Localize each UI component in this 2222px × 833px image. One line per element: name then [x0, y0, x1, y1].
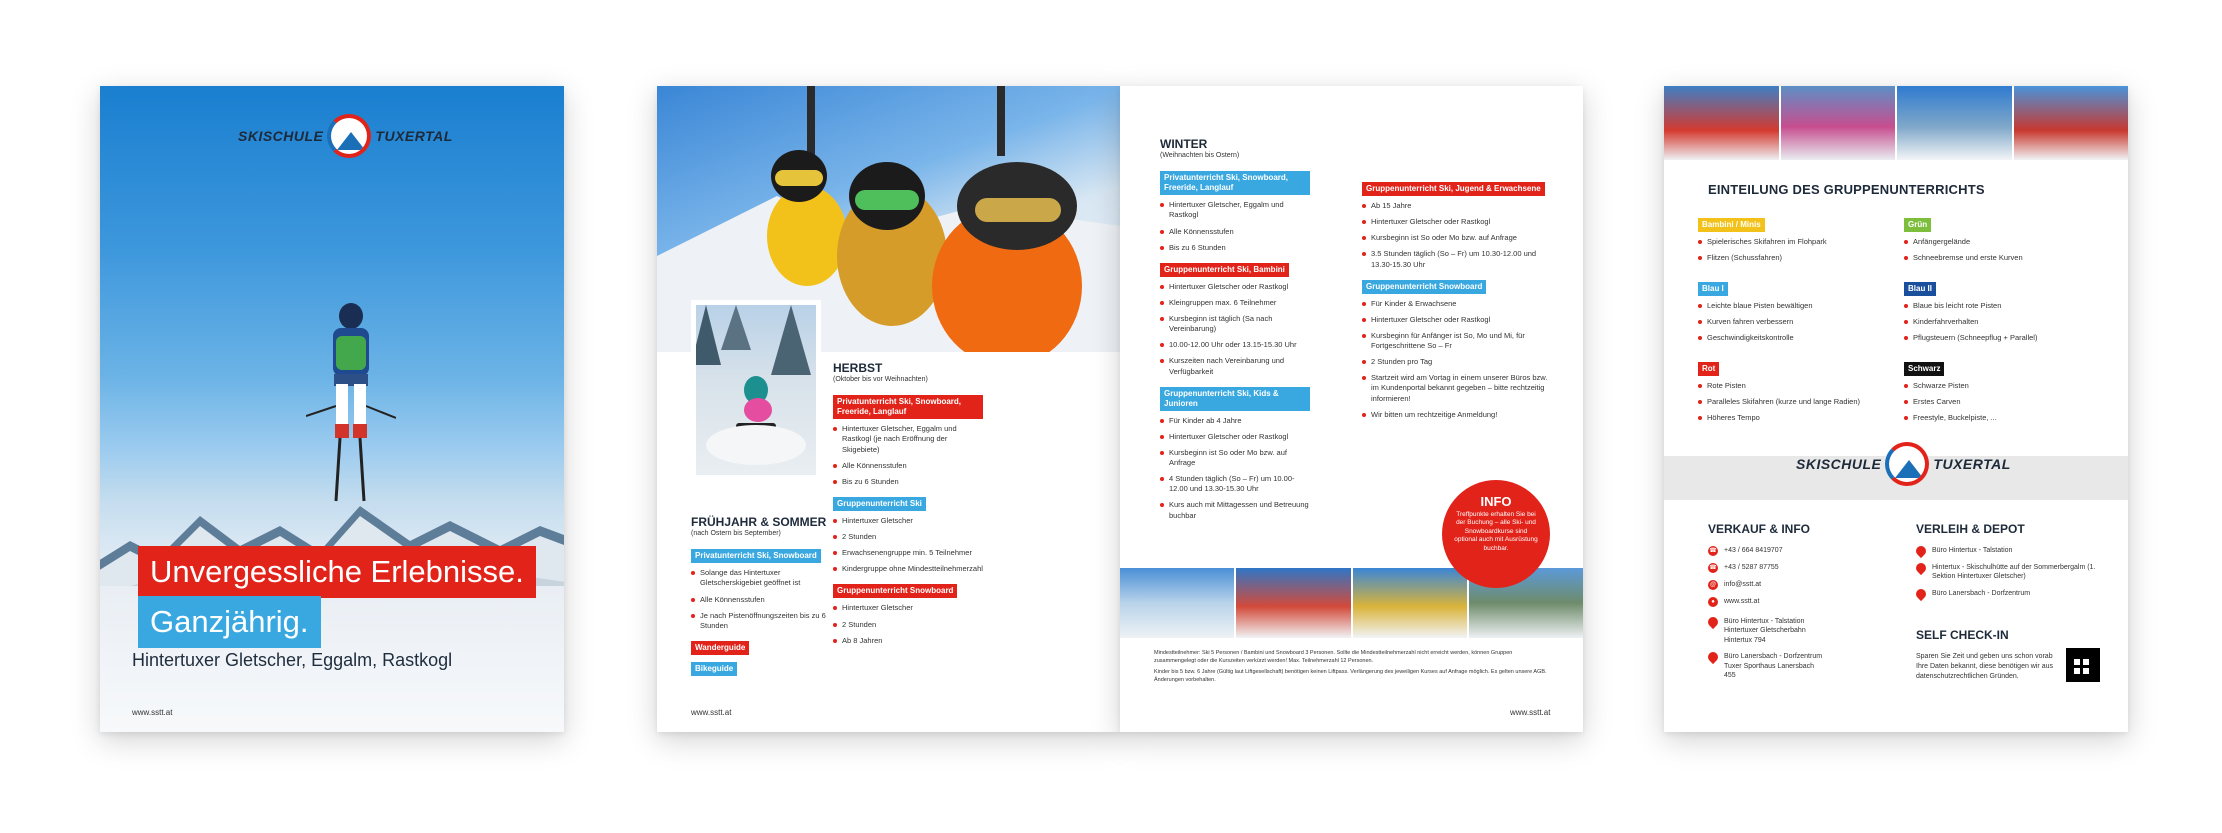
phone-1[interactable]	[1708, 546, 1888, 556]
email-text: info@sstt.at	[1724, 581, 1762, 588]
self-checkin-section	[1916, 628, 2056, 681]
list-item: 2 Stunden	[833, 532, 983, 542]
level-bambini	[1698, 214, 1898, 269]
depot-text: Büro Hintertux - Talstation	[1932, 547, 2013, 554]
fruehjahr-section	[691, 516, 831, 679]
brand-text-right: TUXERTAL	[375, 128, 453, 144]
list-item: Kindergruppe ohne Mindestteilnehmerzahl	[833, 564, 983, 574]
ski-school-logo-icon	[1885, 442, 1929, 486]
list-item: Erstes Carven	[1904, 397, 2104, 407]
list-item: Anfängergelände	[1904, 237, 2104, 247]
list-item: Hintertuxer Gletscher, Eggalm und Rastkogl	[1160, 200, 1310, 220]
cover-headline: Unvergessliche Erlebnisse.	[138, 546, 536, 598]
herbst-period: (Oktober bis vor Weihnachten)	[833, 376, 928, 384]
list-item: Hintertuxer Gletscher oder Rastkogl	[1160, 282, 1310, 292]
skier-photo-1	[1120, 568, 1234, 638]
winter-title: WINTER	[1160, 137, 1208, 151]
level-tag: Grün	[1904, 218, 1931, 232]
winter-bambini-list	[1160, 282, 1310, 377]
winter-private-tag: Privatunterricht Ski, Snowboard, Freeride, Langlauf	[1160, 171, 1310, 195]
landscape-photo	[1897, 86, 2012, 160]
location-pin-icon	[1914, 587, 1928, 601]
level-schwarz	[1904, 358, 2104, 429]
level-tag: Rot	[1698, 362, 1719, 376]
herbst-group-snowboard-tag: Gruppenunterricht Snowboard	[833, 584, 957, 598]
group-ski-photo	[1781, 86, 1896, 160]
depot-item	[1916, 589, 2096, 599]
snowboarder-forest-photo	[691, 300, 821, 480]
list-item: Wir bitten um rechtzeitige Anmeldung!	[1362, 410, 1552, 420]
skier-jumping-image	[306, 296, 396, 506]
verkauf-title: VERKAUF & INFO	[1708, 522, 1810, 536]
depot-text: Hintertux - Skischulhütte auf der Sommerbergalm (1. Sektion Hintertuxer Gletscher)	[1932, 564, 2096, 581]
herbst-group-ski-list	[833, 516, 983, 575]
snowboarder-photo	[1353, 568, 1467, 638]
list-item: Spielerisches Skifahren im Flohpark	[1698, 237, 1898, 247]
location-pin-icon	[1706, 650, 1720, 664]
verleih-depot-section	[1916, 522, 2096, 606]
list-item: Hintertuxer Gletscher	[833, 516, 983, 526]
list-item: Für Kinder & Erwachsene	[1362, 299, 1552, 309]
cover-subline: Hintertuxer Gletscher, Eggalm, Rastkogl	[132, 650, 453, 670]
list-item: Kursbeginn für Anfänger ist So, Mo und Mi, für Fortgeschrittene So – Fr	[1362, 331, 1552, 351]
list-item: Solange das Hintertuxer Gletscherskigebiet geöffnet ist	[691, 568, 831, 588]
info-title: INFO	[1480, 494, 1512, 509]
herbst-title: HERBST	[833, 361, 883, 375]
list-item: Pflugsteuern (Schneepflug + Parallel)	[1904, 333, 2104, 343]
list-item: 3.5 Stunden täglich (So – Fr) um 10.30-12.00 und 13.30-15.30 Uhr	[1362, 249, 1552, 269]
ski-school-logo-icon	[327, 114, 371, 158]
spread-left-url: www.sstt.at	[691, 708, 732, 717]
list-item: Kinderfahrverhalten	[1904, 317, 2104, 327]
winter-jugend-tag: Gruppenunterricht Ski, Jugend & Erwachsene	[1362, 182, 1545, 196]
kids-photo	[1236, 568, 1350, 638]
checkin-title: SELF CHECK-IN	[1916, 628, 2009, 642]
list-item: Geschwindigkeitskontrolle	[1698, 333, 1898, 343]
phone-icon: ☎	[1709, 565, 1717, 571]
brand-logo	[238, 114, 453, 158]
back-photo-strip	[1664, 86, 2128, 160]
winter-period: (Weihnachten bis Ostern)	[1160, 152, 1240, 160]
list-item: Hintertuxer Gletscher oder Rastkogl	[1362, 315, 1552, 325]
spread-right-page	[1120, 86, 1583, 732]
list-item: Paralleles Skifahren (kurze und lange Radien)	[1698, 397, 1898, 407]
fruehjahr-period: (nach Ostern bis September)	[691, 530, 781, 538]
list-item: Kleingruppen max. 6 Teilnehmer	[1160, 298, 1310, 308]
verleih-title: VERLEIH & DEPOT	[1916, 522, 2025, 536]
winter-snowboard-tag: Gruppenunterricht Snowboard	[1362, 280, 1486, 294]
level-tag: Schwarz	[1904, 362, 1944, 376]
spread-right-url: www.sstt.at	[1510, 708, 1551, 717]
winter-col2-section	[1362, 178, 1552, 426]
list-item: Kursbeginn ist täglich (Sa nach Vereinbarung)	[1160, 314, 1310, 334]
winter-private-list	[1160, 200, 1310, 253]
list-item: Freestyle, Buckelpiste, ...	[1904, 413, 2104, 423]
winter-jugend-list	[1362, 201, 1552, 270]
list-item: Rote Pisten	[1698, 381, 1898, 391]
cover-headline-2: Ganzjährig.	[138, 596, 321, 648]
list-item: Kurs auch mit Mittagessen und Betreuung buchbar	[1160, 500, 1310, 520]
list-item: Kursbeginn ist So oder Mo bzw. auf Anfrage	[1160, 448, 1310, 468]
herbst-group-snowboard-list	[833, 603, 983, 645]
list-item: Hintertuxer Gletscher, Eggalm und Rastkogl (je nach Eröffnung der Skigebiete)	[833, 424, 983, 454]
list-item: 2 Stunden pro Tag	[1362, 357, 1552, 367]
mail-icon: @	[1709, 582, 1717, 588]
herbst-private-list	[833, 424, 983, 487]
phone-icon: ☎	[1709, 548, 1717, 554]
instructors-photo	[1664, 86, 1779, 160]
depot-item	[1916, 546, 2096, 556]
level-tag: Blau II	[1904, 282, 1936, 296]
bikeguide-tag: Bikeguide	[691, 662, 737, 676]
list-item: Höheres Tempo	[1698, 413, 1898, 423]
footnote-liftpass: Kinder bis 5 bzw. 6 Jahre (Gültig laut Liftgesellschaft) benötigen keinen Liftpass. Verlängerung des jeweiligen Kurses auf Anfrage möglich. Es gelten unsere AGB. Änderungen vorbehalten.	[1154, 669, 1547, 684]
list-item: Hintertuxer Gletscher oder Rastkogl	[1160, 432, 1310, 442]
list-item: Kurven fahren verbessern	[1698, 317, 1898, 327]
list-item: Blaue bis leicht rote Pisten	[1904, 301, 2104, 311]
list-item: Je nach Pistenöffnungszeiten bis zu 6 Stunden	[691, 611, 831, 631]
brand-text-left: SKISCHULE	[1796, 456, 1882, 472]
address-hintertux-text: Büro Hintertux - Talstation Hintertuxer Gletscherbahn Hintertux 794	[1724, 618, 1806, 644]
brand-text-left: SKISCHULE	[238, 128, 324, 144]
level-blau-1	[1698, 278, 1898, 349]
info-text: Treffpunkte erhalten Sie bei der Buchung – alle Ski- und Snowboardkurse sind optional auch mit Ausrüstung buchbar.	[1454, 511, 1538, 552]
list-item: Hintertuxer Gletscher	[833, 603, 983, 613]
list-item: Ab 15 Jahre	[1362, 201, 1552, 211]
list-item: Startzeit wird am Vortag in einem unserer Büros bzw. im Kundenportal bekannt gegeben – bitte rechtzeitig informieren!	[1362, 373, 1552, 403]
depot-item	[1916, 563, 2096, 582]
cover-url: www.sstt.at	[132, 708, 173, 717]
herbst-section	[833, 362, 983, 652]
brand-logo	[1796, 442, 2011, 486]
brochure-back-page	[1664, 86, 2128, 732]
level-rot	[1698, 358, 1898, 429]
wanderguide-tag: Wanderguide	[691, 641, 749, 655]
location-pin-icon	[1914, 544, 1928, 558]
phone-1-text: +43 / 664 8419707	[1724, 547, 1783, 554]
email-link[interactable]	[1708, 580, 1888, 590]
list-item: Hintertuxer Gletscher oder Rastkogl	[1362, 217, 1552, 227]
list-item: Ab 8 Jahren	[833, 636, 983, 646]
list-item: 2 Stunden	[833, 620, 983, 630]
brochure-cover	[100, 86, 564, 732]
level-blau-2	[1904, 278, 2104, 349]
herbst-group-ski-tag: Gruppenunterricht Ski	[833, 497, 926, 511]
list-item: Alle Könnensstufen	[833, 461, 983, 471]
list-item: Flitzen (Schussfahren)	[1698, 253, 1898, 263]
fruehjahr-title: FRÜHJAHR & SOMMER	[691, 515, 827, 529]
info-badge	[1442, 480, 1550, 588]
list-item: Schneebremse und erste Kurven	[1904, 253, 2104, 263]
web-text: www.sstt.at	[1724, 598, 1760, 605]
list-item: Schwarze Pisten	[1904, 381, 2104, 391]
spread-left-page	[657, 86, 1120, 732]
winter-kids-list	[1160, 416, 1310, 521]
location-pin-icon	[1706, 615, 1720, 629]
address-lanersbach-text: Büro Lanersbach - Dorfzentrum Tuxer Sporthaus Lanersbach 455	[1724, 653, 1823, 680]
list-item: Kurszeiten nach Vereinbarung und Verfügbarkeit	[1160, 356, 1310, 376]
footnote-participants: Mindestteilnehmer: Ski 5 Personen / Bambini und Snowboard 3 Personen. Sollte die Mindestteilnehmerzahl nicht erreicht werden, können Gruppen zusammengelegt oder die Kurszeiten verkürzt werden! Max. Teilnehmerzahl 12 Personen.	[1154, 650, 1513, 664]
checkin-text: Sparen Sie Zeit und geben uns schon vorab Ihre Daten bekannt, diese benötigen wir aus datenschutzrechtlichen Gründen.	[1916, 653, 2053, 680]
depot-text: Büro Lanersbach - Dorfzentrum	[1932, 589, 2031, 597]
winter-section	[1160, 138, 1310, 527]
herbst-private-tag: Privatunterricht Ski, Snowboard, Freeride, Langlauf	[833, 395, 983, 419]
brand-text-right: TUXERTAL	[1933, 456, 2011, 472]
qr-code-icon[interactable]	[2066, 648, 2100, 682]
list-item: Kursbeginn ist So oder Mo bzw. auf Anfrage	[1362, 233, 1552, 243]
list-item: Bis zu 6 Stunden	[833, 477, 983, 487]
location-pin-icon	[1914, 561, 1928, 575]
globe-icon: ●	[1708, 597, 1718, 607]
level-tag: Bambini / Minis	[1698, 218, 1765, 232]
address-hintertux	[1708, 617, 1888, 645]
level-tag: Blau I	[1698, 282, 1728, 296]
list-item: 10.00-12.00 Uhr oder 13.15-15.30 Uhr	[1160, 340, 1310, 350]
web-link[interactable]	[1708, 597, 1888, 607]
verkauf-info-section	[1708, 522, 1888, 688]
address-lanersbach	[1708, 652, 1888, 680]
fruehjahr-private-list	[691, 568, 831, 631]
list-item: Alle Könnensstufen	[691, 595, 831, 605]
winter-bambini-tag: Gruppenunterricht Ski, Bambini	[1160, 263, 1289, 277]
list-item: 4 Stunden täglich (So – Fr) um 10.00-12.00 und 13.30-15.30 Uhr	[1160, 474, 1310, 494]
list-item: Erwachsenengruppe min. 5 Teilnehmer	[833, 548, 983, 558]
phone-2-text: +43 / 5287 87755	[1724, 564, 1779, 571]
fruehjahr-private-tag: Privatunterricht Ski, Snowboard	[691, 549, 821, 563]
group-levels-title: EINTEILUNG DES GRUPPENUNTERRICHTS	[1708, 182, 1985, 197]
phone-2[interactable]	[1708, 563, 1888, 573]
winter-kids-tag: Gruppenunterricht Ski, Kids & Junioren	[1160, 387, 1310, 411]
level-gruen	[1904, 214, 2104, 269]
list-item: Für Kinder ab 4 Jahre	[1160, 416, 1310, 426]
sledding-photo	[2014, 86, 2129, 160]
list-item: Bis zu 6 Stunden	[1160, 243, 1310, 253]
list-item: Alle Könnensstufen	[1160, 227, 1310, 237]
footnote	[1154, 650, 1554, 685]
winter-snowboard-list	[1362, 299, 1552, 420]
list-item: Leichte blaue Pisten bewältigen	[1698, 301, 1898, 311]
